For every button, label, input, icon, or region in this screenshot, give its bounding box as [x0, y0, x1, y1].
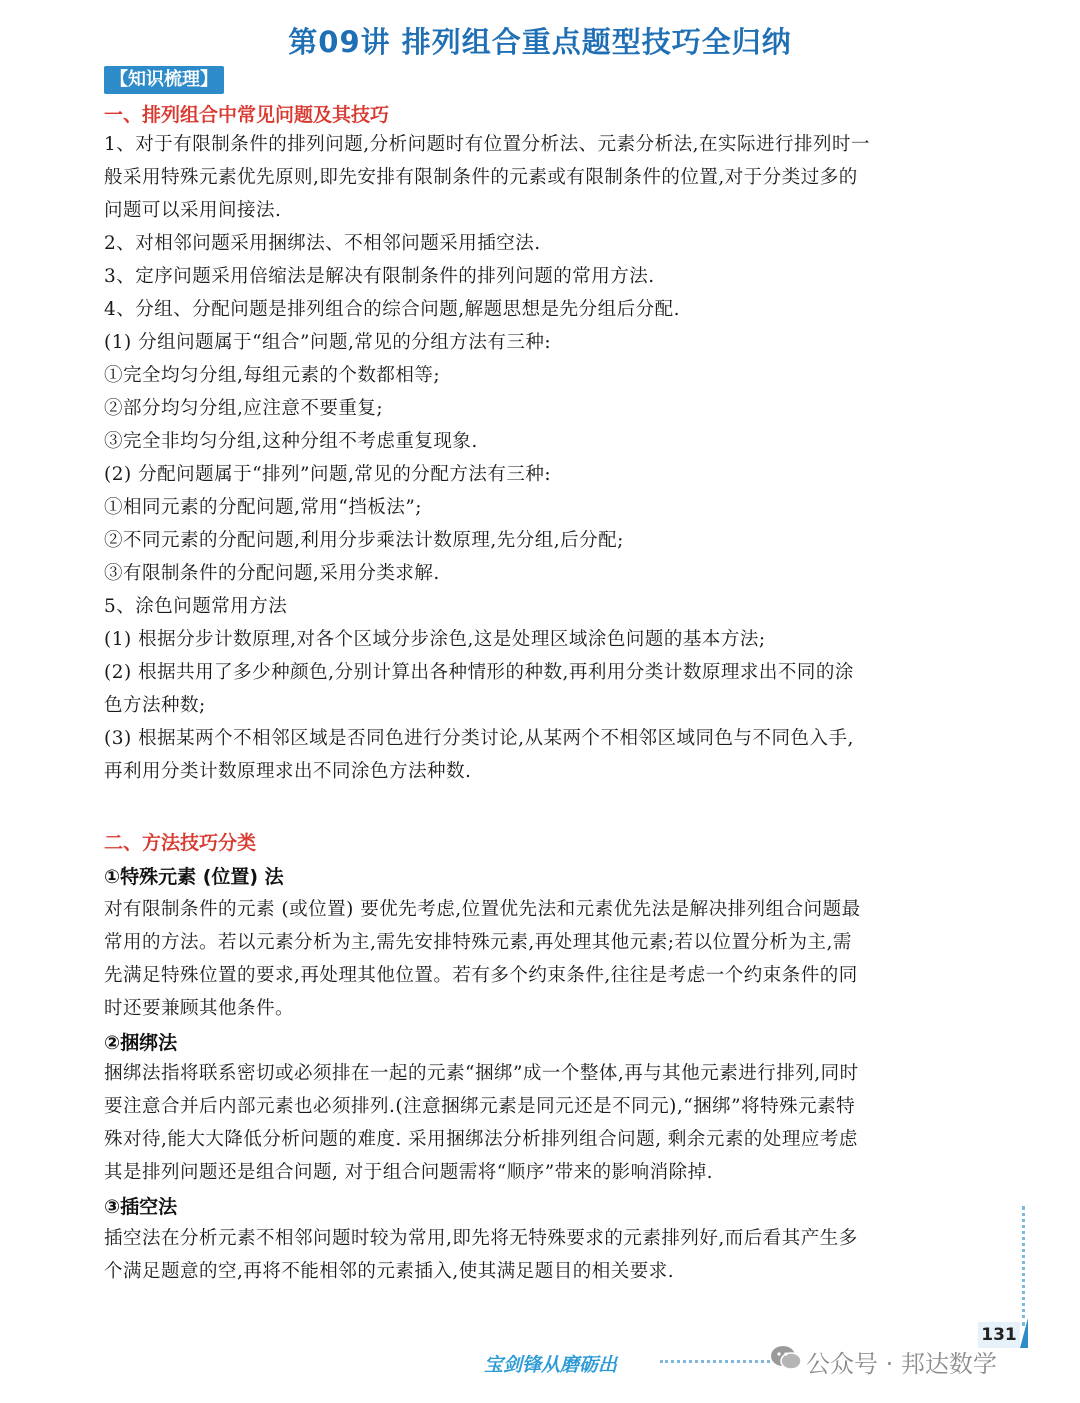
- section1-line: 1、对于有限制条件的排列问题,分析问题时有位置分析法、元素分析法,在实际进行排列时一: [104, 134, 871, 155]
- method2-body: [104, 1057, 980, 1189]
- section1-line: ③有限制条件的分配问题,采用分类求解.: [104, 563, 440, 584]
- method3-heading: ③插空法: [104, 1196, 178, 1218]
- section1-line: (2) 根据共用了多少种颜色,分别计算出各种情形的种数,再利用分类计数原理求出不同的涂: [104, 662, 854, 683]
- section1-line: (2) 分配问题属于“排列”问题,常见的分配方法有三种:: [104, 464, 552, 485]
- wechat-icon: [770, 1344, 802, 1372]
- section1-line: (3) 根据某两个不相邻区域是否同色进行分类讨论,从某两个不相邻区域同色与不同色入手,: [104, 728, 854, 749]
- method1-line: 对有限制条件的元素 (或位置) 要优先考虑,位置优先法和元素优先法是解决排列组合问题最: [104, 899, 861, 920]
- section1-line: ②不同元素的分配问题,利用分步乘法计数原理,先分组,后分配;: [104, 530, 624, 551]
- section-badge: 【知识梳理】: [104, 66, 224, 94]
- section1-line: 2、对相邻问题采用捆绑法、不相邻问题采用插空法.: [104, 233, 541, 254]
- side-dotted-line: [1022, 1206, 1028, 1326]
- page-corner-decoration: [1020, 1318, 1028, 1348]
- footer-slogan: 宝剑锋从磨砺出: [484, 1354, 618, 1376]
- method2-line: 其是排列问题还是组合问题, 对于组合问题需将“顺序”带来的影响消除掉.: [104, 1162, 714, 1183]
- section1-line: (1) 根据分步计数原理,对各个区域分步涂色,这是处理区域涂色问题的基本方法;: [104, 629, 766, 650]
- method1-body: [104, 893, 980, 1025]
- method1-line: 时还要兼顾其他条件。: [104, 998, 295, 1019]
- section1-line: 3、定序问题采用倍缩法是解决有限制条件的排列问题的常用方法.: [104, 266, 655, 287]
- section1-line: 色方法种数;: [104, 695, 206, 716]
- method2-line: 要注意合并后内部元素也必须排列.(注意捆绑元素是同元还是不同元),“捆绑”将特殊元素特: [104, 1096, 856, 1117]
- method1-heading: ①特殊元素 (位置) 法: [104, 866, 284, 888]
- section1-line: ①完全均匀分组,每组元素的个数都相等;: [104, 365, 441, 386]
- watermark-text: 公众号 · 邦达数学: [806, 1350, 997, 1378]
- page-number: 131: [978, 1322, 1020, 1348]
- footer-dotted-line: [660, 1360, 770, 1365]
- method2-line: 捆绑法指将联系密切或必须排在一起的元素“捆绑”成一个整体,再与其他元素进行排列,同时: [104, 1063, 859, 1084]
- section1-line: 5、涂色问题常用方法: [104, 596, 288, 617]
- method1-line: 先满足特殊位置的要求,再处理其他位置。若有多个约束条件,往往是考虑一个约束条件的同: [104, 965, 858, 986]
- section2-heading: 二、方法技巧分类: [104, 832, 257, 854]
- section1-heading: 一、排列组合中常见问题及其技巧: [104, 104, 390, 126]
- method3-line: 个满足题意的空,再将不能相邻的元素插入,使其满足题目的相关要求.: [104, 1261, 675, 1282]
- section1-line: 般采用特殊元素优先原则,即先安排有限制条件的元素或有限制条件的位置,对于分类过多的: [104, 167, 858, 188]
- section1-line: ③完全非均匀分组,这种分组不考虑重复现象.: [104, 431, 478, 452]
- method3-line: 插空法在分析元素不相邻问题时较为常用,即先将无特殊要求的元素排列好,而后看其产生多: [104, 1228, 858, 1249]
- section1-line: 问题可以采用间接法.: [104, 200, 282, 221]
- section1-line: 4、分组、分配问题是排列组合的综合问题,解题思想是先分组后分配.: [104, 299, 681, 320]
- section1-line: 再利用分类计数原理求出不同涂色方法种数.: [104, 761, 472, 782]
- page-title: 第09讲 排列组合重点题型技巧全归纳: [288, 25, 792, 59]
- method3-body: [104, 1222, 980, 1288]
- section1-line: (1) 分组问题属于“组合”问题,常见的分组方法有三种:: [104, 332, 552, 353]
- section1-line: ②部分均匀分组,应注意不要重复;: [104, 398, 384, 419]
- method2-heading: ②捆绑法: [104, 1032, 178, 1054]
- section1-body: [104, 128, 980, 788]
- method2-line: 殊对待,能大大降低分析问题的难度. 采用捆绑法分析排列组合问题, 剩余元素的处理应考虑: [104, 1129, 858, 1150]
- section1-line: ①相同元素的分配问题,常用“挡板法”;: [104, 497, 423, 518]
- method1-line: 常用的方法。若以元素分析为主,需先安排特殊元素,再处理其他元素;若以位置分析为主,需: [104, 932, 852, 953]
